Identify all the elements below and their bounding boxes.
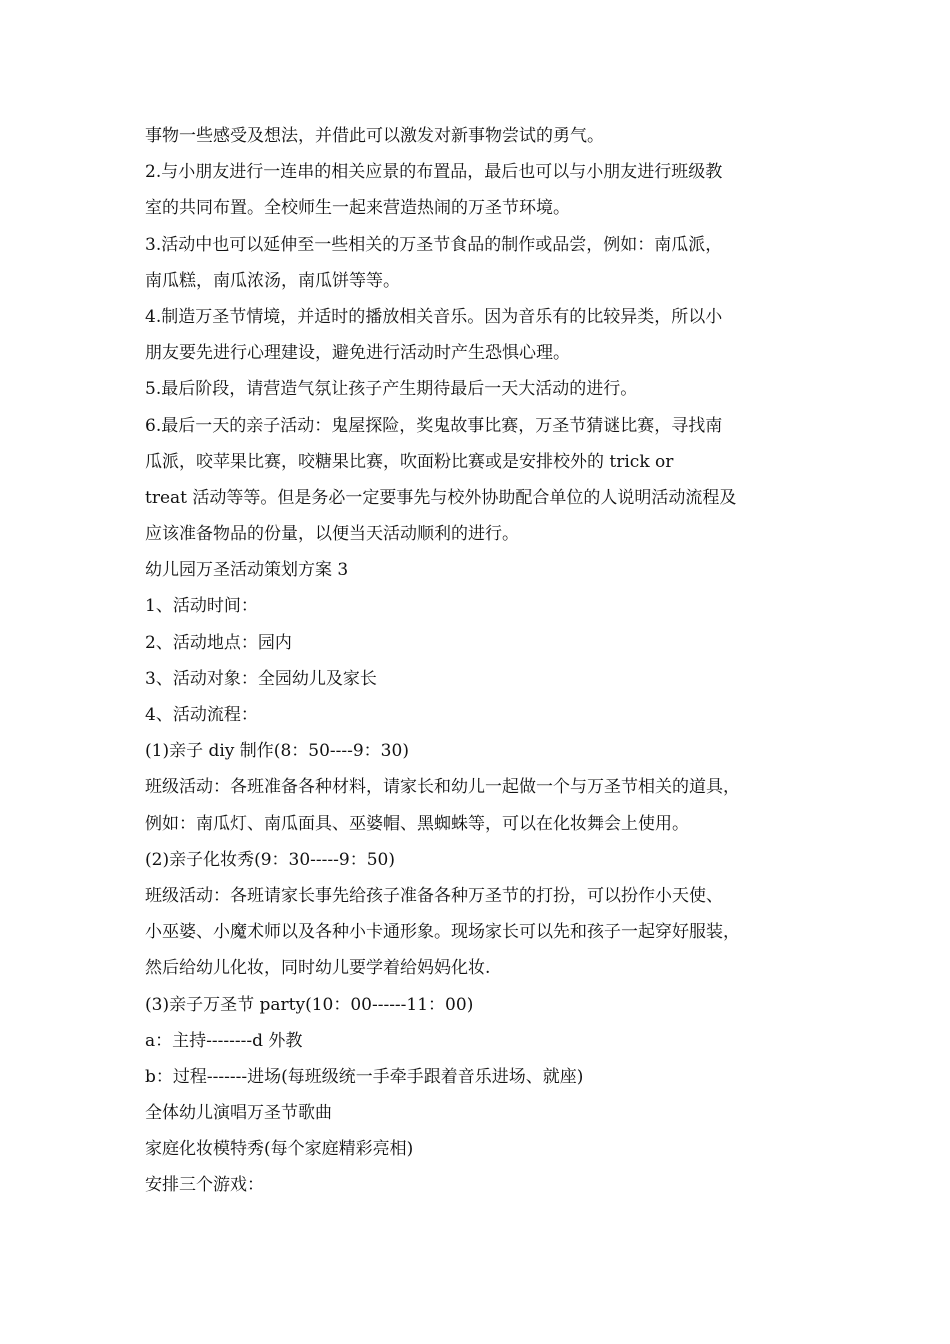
paragraph-line: 应该准备物品的份量，以便当天活动顺利的进行。 (145, 524, 519, 545)
paragraph-line: 事物一些感受及想法，并借此可以激发对新事物尝试的勇气。 (145, 126, 604, 146)
paragraph-line: 室的共同布置。全校师生一起来营造热闹的万圣节环境。 (145, 198, 570, 219)
paragraph-line: 然后给幼儿化妆，同时幼儿要学着给妈妈化妆. (145, 958, 491, 979)
paragraph-line: 安排三个游戏： (145, 1175, 264, 1196)
document-body (145, 118, 825, 1204)
list-item: a：主持--------d 外教 (145, 1030, 303, 1051)
paragraph-line: treat 活动等等。但是务必一定要事先与校外协助配合单位的人说明活动流程及 (145, 487, 737, 508)
paragraph-line: 2.与小朋友进行一连串的相关应景的布置品，最后也可以与小朋友进行班级教 (145, 162, 723, 183)
paragraph-line: 全体幼儿演唱万圣节歌曲 (145, 1103, 332, 1124)
paragraph-line: 5.最后阶段，请营造气氛让孩子产生期待最后一天大活动的进行。 (145, 379, 638, 400)
paragraph-line: 4.制造万圣节情境，并适时的播放相关音乐。因为音乐有的比较异类，所以小 (145, 306, 723, 327)
section-heading: 幼儿园万圣活动策划方案 3 (145, 560, 349, 581)
paragraph-line: 班级活动：各班请家长事先给孩子准备各种万圣节的打扮，可以扮作小天使、 (145, 885, 723, 906)
paragraph-line: 小巫婆、小魔术师以及各种小卡通形象。现场家长可以先和孩子一起穿好服装， (145, 922, 740, 943)
paragraph-line: 南瓜糕，南瓜浓汤，南瓜饼等等。 (145, 270, 400, 291)
paragraph-line: 例如：南瓜灯、南瓜面具、巫婆帽、黑蜘蛛等，可以在化妆舞会上使用。 (145, 813, 689, 834)
list-item: 3、活动对象：全园幼儿及家长 (145, 668, 377, 689)
list-item: b：过程-------进场(每班级统一手牵手跟着音乐进场、就座) (145, 1066, 584, 1087)
sub-item-heading: (2)亲子化妆秀(9：30-----9：50) (145, 849, 395, 870)
paragraph-line: 班级活动：各班准备各种材料，请家长和幼儿一起做一个与万圣节相关的道具， (145, 777, 740, 798)
paragraph-line: 瓜派，咬苹果比赛，咬糖果比赛，吹面粉比赛或是安排校外的 trick or (145, 451, 674, 472)
paragraph-line: 6.最后一天的亲子活动：鬼屋探险，奖鬼故事比赛，万圣节猜谜比赛，寻找南 (145, 415, 723, 436)
list-item: 1、活动时间： (145, 596, 258, 617)
paragraph-line: 3.活动中也可以延伸至一些相关的万圣节食品的制作或品尝，例如：南瓜派， (145, 234, 723, 255)
paragraph-line: 朋友要先进行心理建设，避免进行活动时产生恐惧心理。 (145, 343, 570, 364)
sub-item-heading: (3)亲子万圣节 party(10：00------11：00) (145, 994, 474, 1015)
paragraph-line: 家庭化妆模特秀(每个家庭精彩亮相) (145, 1139, 414, 1160)
sub-item-heading: (1)亲子 diy 制作(8：50----9：30) (145, 741, 409, 762)
list-item: 2、活动地点：园内 (145, 632, 292, 653)
list-item: 4、活动流程： (145, 705, 258, 725)
